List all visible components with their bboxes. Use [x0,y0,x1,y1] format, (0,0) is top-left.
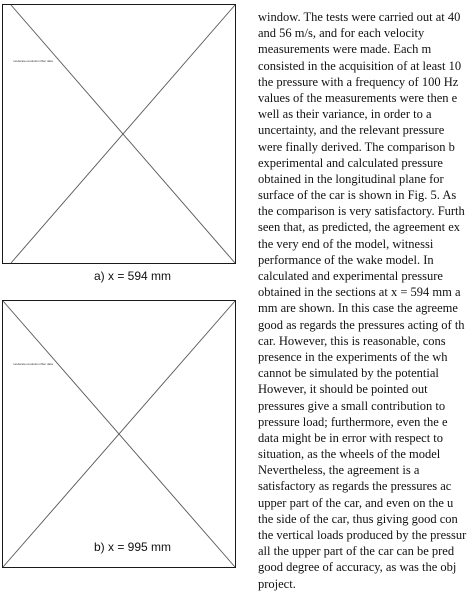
body-text-line: cannot be simulated by the potential [258,366,439,381]
body-text-line: obtained in the sections at x = 594 mm a [258,285,461,300]
panel-b-caption: b) x = 995 mm [94,540,172,554]
body-text-line: the comparison is very satisfactory. Furth [258,204,465,219]
placeholder-cross-a [3,5,235,263]
body-text-line: car. However, this is reasonable, cons [258,333,446,348]
body-text-line: measurements were made. Each m [258,42,432,57]
body-text-line: consisted in the acquisition of at least 10 [258,58,462,73]
body-text-line: data might be in error with respect to [258,430,444,445]
figure-panel-b [2,300,236,568]
body-text-line: and 56 m/s, and for each velocity [258,26,425,41]
body-text-line: the pressure with a frequency of 100 Hz [258,74,459,89]
body-text-line: project. [258,576,296,591]
body-text-line: Nevertheless, the agreement is a [258,463,420,478]
placeholder-cross-b [3,301,235,567]
body-text-line: performance of the wake model. In [258,252,434,267]
body-text-line: situation, as the wheels of the model [258,447,441,462]
body-text-line: mm are shown. In this case the agreeme [258,301,458,316]
body-text-line: experimental and calculated pressure [258,155,443,170]
body-text-line: surface of the car is shown in Fig. 5. As [258,188,457,203]
body-text-line: upper part of the car, and even on the u [258,495,454,510]
body-text-line: the side of the car, thus giving good con [258,511,458,526]
panel-a-caption: a) x = 594 mm [94,269,172,283]
body-text-line: uncertainty, and the relevant pressure [258,123,445,138]
figure-panel-a [2,4,236,264]
body-text-line: presence in the experiments of the wh [258,349,448,364]
body-text-line: However, it should be pointed out [258,382,428,397]
body-text-line: were finally derived. The comparison b [258,139,455,154]
body-text-line: well as their variance, in order to a [258,107,432,122]
body-text-line: obtained in the longitudinal plane for [258,171,444,186]
body-text-line: the vertical loads produced by the pressur [258,528,467,542]
panel-a-note: moderate-resolution filter data [13,59,53,63]
body-text-line: all the upper part of the car can be pred [258,544,455,559]
body-text-line: the very end of the model, witnessi [258,236,434,251]
body-text-line: calculated and experimental pressure [258,269,443,283]
panel-b-note: moderate-resolution filter data [13,362,53,366]
body-text-line: seen that, as predicted, the agreement ex [258,220,460,235]
body-text-line: pressure load; furthermore, even the e [258,414,448,429]
body-text-line: good as regards the pressures acting of th [258,317,465,332]
body-text-line: pressures give a small contribution to [258,398,446,413]
body-text-line: good degree of accuracy, as was the obj [258,560,457,575]
body-text-line: satisfactory as regards the pressures ac [258,479,452,494]
body-text-line: values of the measurements were then e [258,90,458,105]
body-text-line: window. The tests were carried out at 40 [258,10,461,24]
body-text-column [258,9,474,591]
